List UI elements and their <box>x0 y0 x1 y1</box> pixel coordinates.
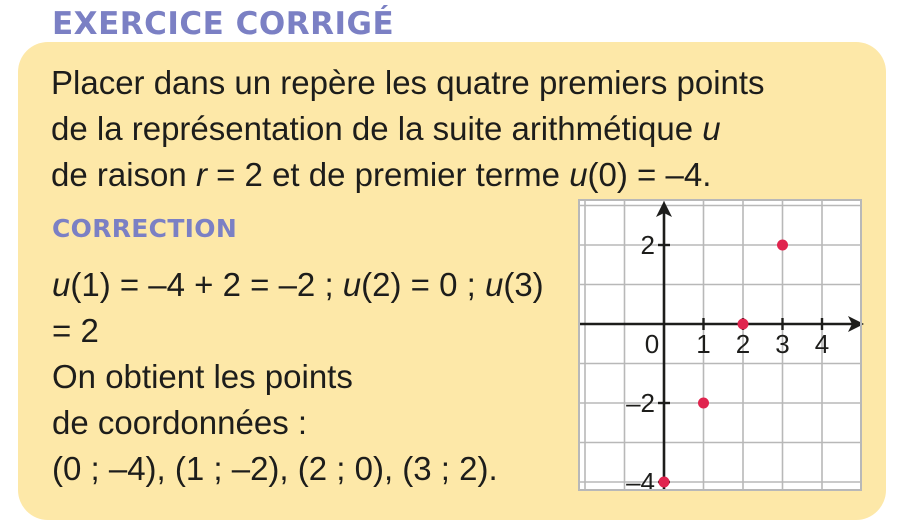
equation-text: (1) = –4 + 2 = –2 ; <box>70 266 343 303</box>
sequence-variable: u <box>569 156 588 193</box>
statement-text: = 2 et de premier terme <box>206 156 570 193</box>
statement-line-2 <box>51 106 831 152</box>
statement-line-3 <box>51 152 831 198</box>
data-point <box>698 398 709 409</box>
x-tick-label: 1 <box>696 329 711 359</box>
data-point <box>659 477 670 488</box>
correction-equations <box>52 262 572 354</box>
correction-line-3: de coordonnées : <box>52 404 308 441</box>
statement-line-1: Placer dans un repère les quatre premiers points <box>51 64 765 101</box>
data-point <box>738 319 749 330</box>
correction-line-2: On obtient les points <box>52 358 353 395</box>
correction-title: CORRECTION <box>52 214 238 243</box>
x-tick-label: 4 <box>814 329 830 359</box>
statement-text: (0) = –4. <box>587 156 712 193</box>
sequence-variable: u <box>484 266 504 303</box>
x-tick-label: 2 <box>735 329 751 359</box>
statement-text: de raison <box>51 156 196 193</box>
y-tick-label: 2 <box>640 230 655 260</box>
x-tick-label: 3 <box>775 329 790 359</box>
data-point <box>777 240 788 251</box>
y-tick-label: –4 <box>626 467 655 492</box>
statement-text: de la représentation de la suite arithmétique <box>51 110 703 147</box>
correction-coordinates: (0 ; –4), (1 ; –2), (2 ; 0), (3 ; 2). <box>52 450 498 487</box>
x-tick-label: 0 <box>644 329 660 359</box>
correction-body <box>52 262 572 492</box>
equation-text: (3) = 2 <box>52 266 544 349</box>
sequence-variable: u <box>52 266 71 303</box>
coordinate-graph <box>574 198 866 492</box>
sequence-variable: u <box>342 266 362 303</box>
sequence-variable: u <box>702 110 721 147</box>
equation-text: (2) = 0 ; <box>361 266 485 303</box>
y-tick-label: –2 <box>626 388 655 418</box>
exercise-statement <box>51 60 831 198</box>
exercise-title: EXERCICE CORRIGÉ <box>52 6 395 42</box>
ratio-variable: r <box>195 156 207 193</box>
